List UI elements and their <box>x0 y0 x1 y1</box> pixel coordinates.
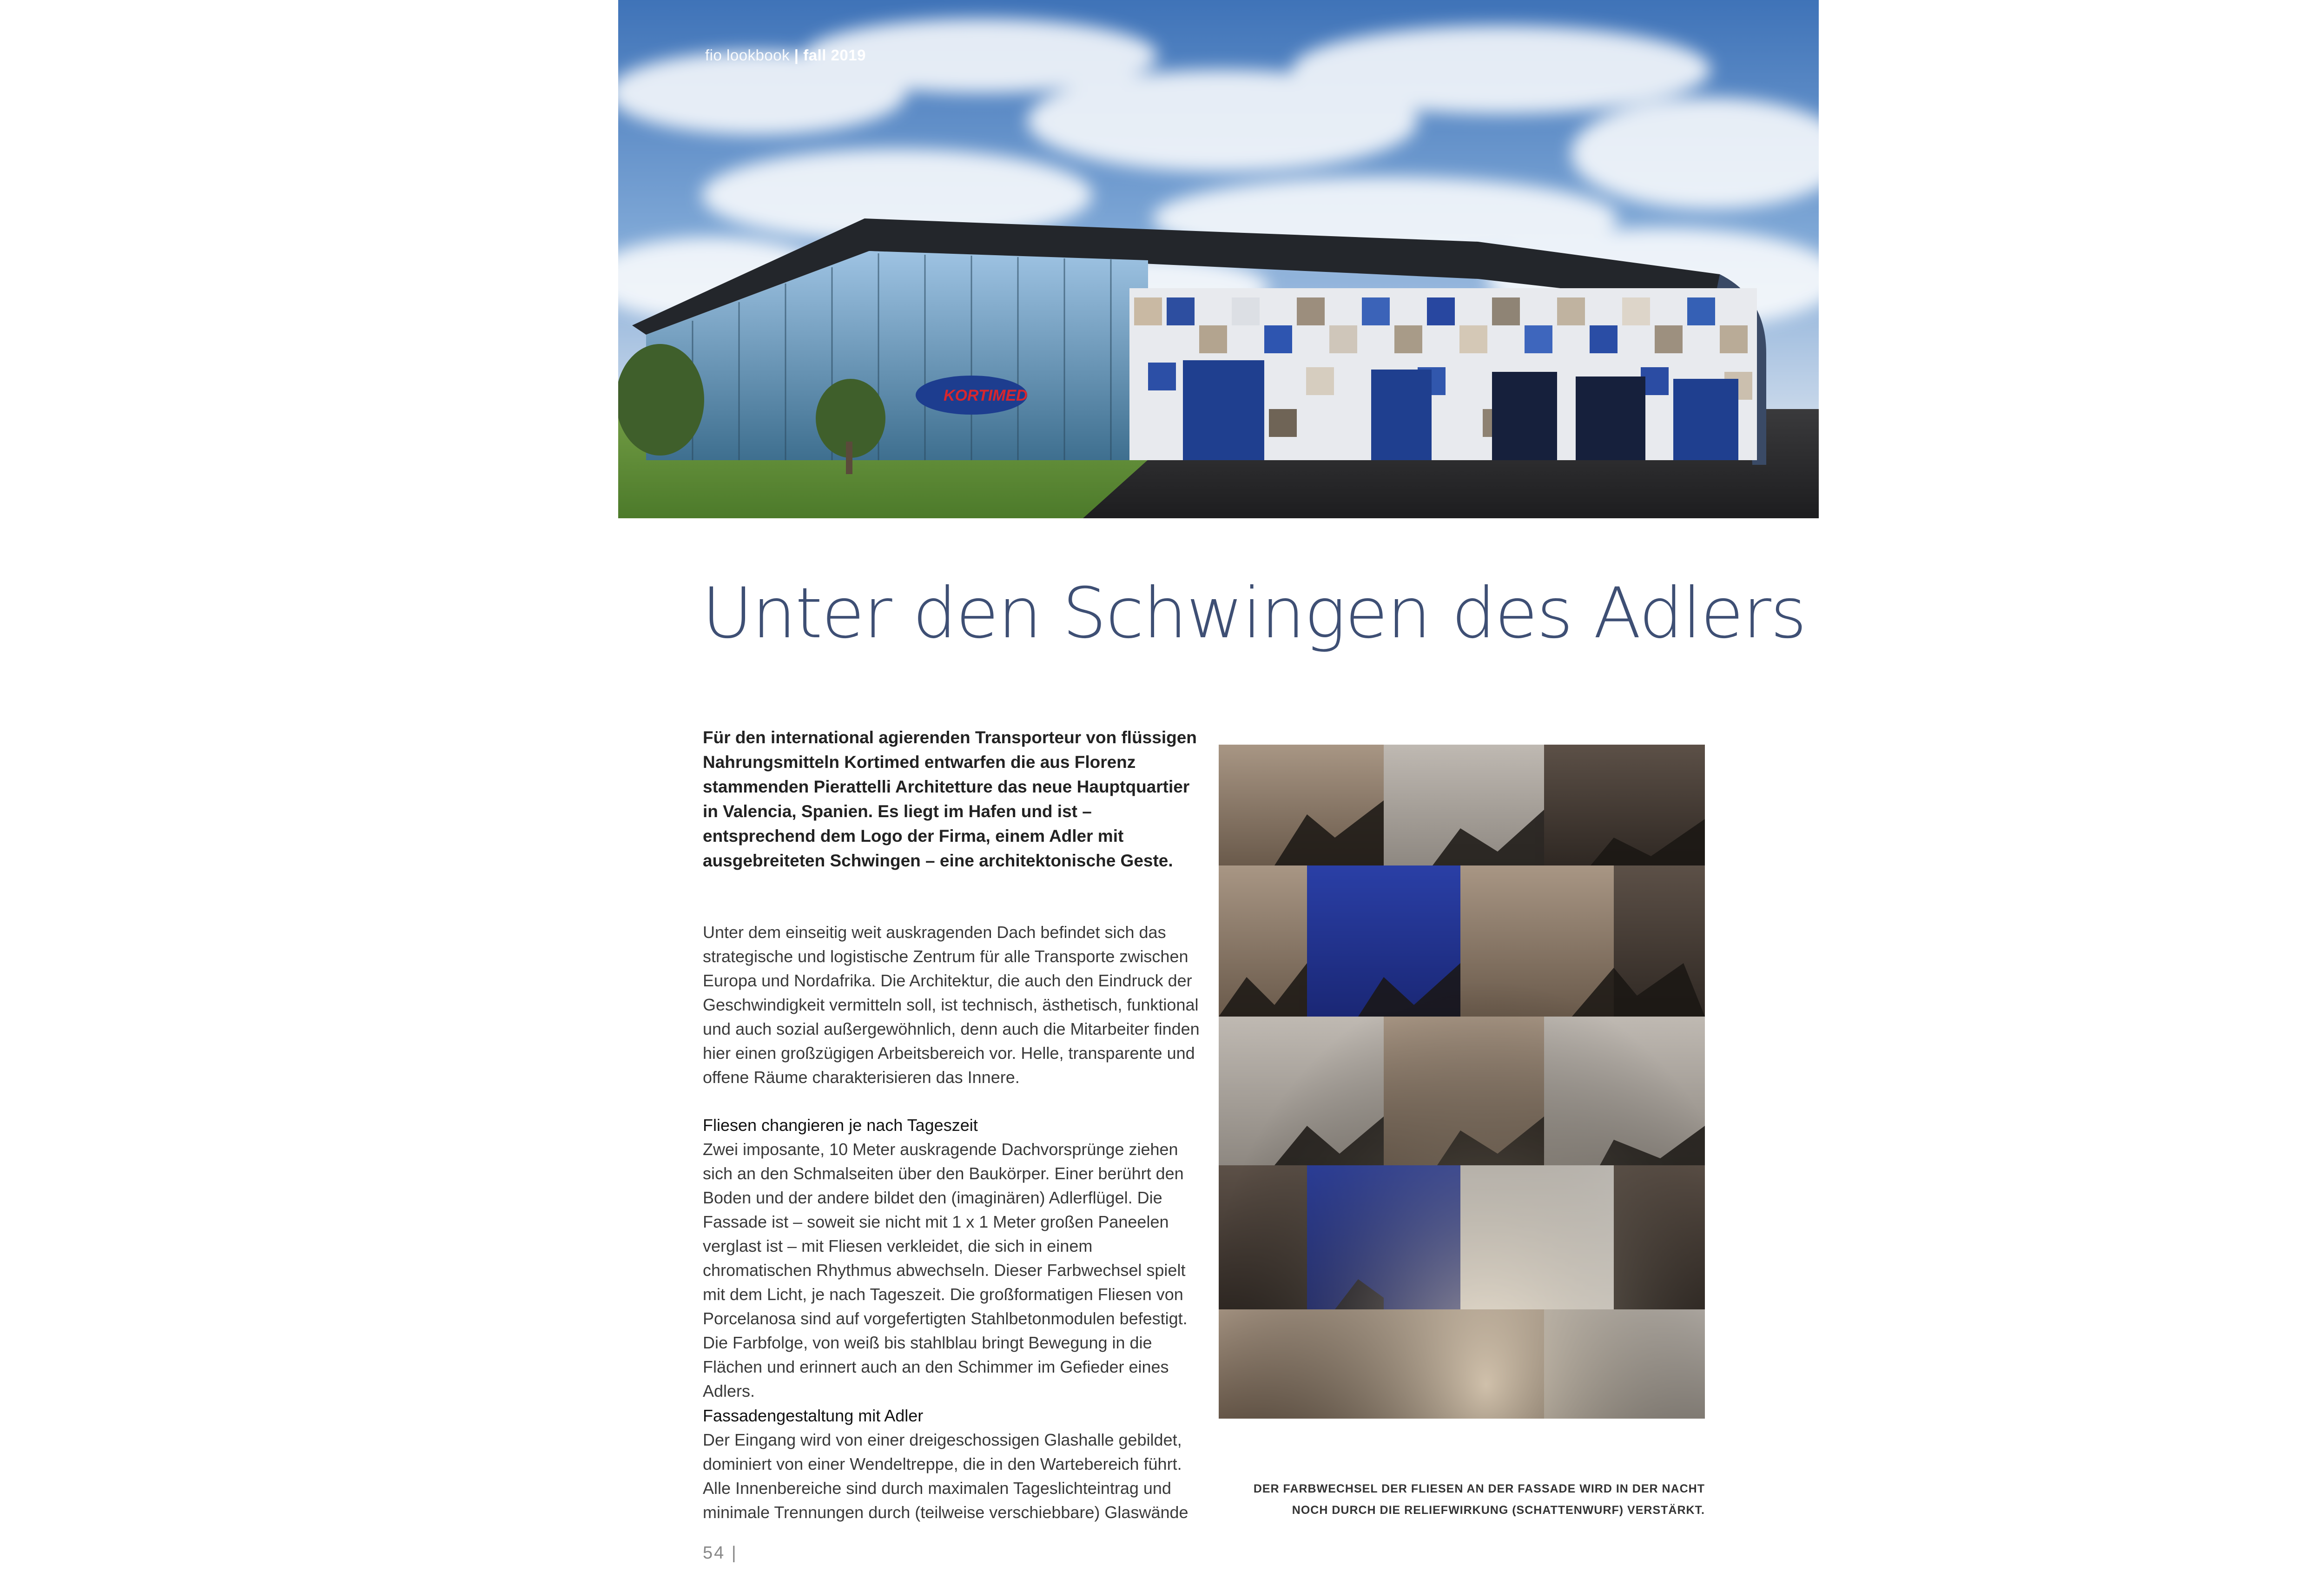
page-number-value: 54 <box>703 1543 726 1563</box>
tile-facade-photo <box>1219 745 1705 1419</box>
issue-label: fall 2019 <box>803 46 866 64</box>
hero-photo <box>618 0 1819 518</box>
kortimed-logo <box>916 376 1028 415</box>
publication-name: fio lookbook <box>705 46 790 64</box>
section-heading: Fassadengestaltung mit Adler <box>703 1406 924 1425</box>
section-heading: Fliesen changieren je nach Tageszeit <box>703 1116 978 1135</box>
lead-paragraph: Für den international agierenden Transporteur von flüssigen Nahrungsmitteln Kortimed entwarfen die aus Florenz stammenden Pierattelli Architetture das neue Hauptquartier in Valencia, Spanien. Es liegt im Hafen und ist – entsprechend dem Logo der Firma, einem Adler mit ausgebreiteten Schwingen – eine architektonische Geste. <box>703 728 1197 870</box>
section-fliesen <box>703 1113 1205 1403</box>
article-title: Unter den Schwingen des Adlers <box>702 573 1806 654</box>
section-fassade <box>703 1404 1205 1525</box>
page-number <box>703 1543 738 1563</box>
tile-night-photo <box>1219 745 1705 1419</box>
building-photo <box>618 0 1819 518</box>
page-header <box>705 46 866 64</box>
body-paragraph: Unter dem einseitig weit auskragenden Dach befindet sich das strategische und logistische Zentrum für alle Transporte zwischen Europa und Nordafrika. Die Architektur, die auch den Eindruck der Geschwindigkeit vermitteln soll, ist technisch, ästhetisch, funktional und auch sozial außergewöhnlich, denn auch die Mitarbeiter finden hier einen großzügigen Arbeitsbereich vor. Helle, transparente und offene Räume charakterisieren das Innere. <box>703 923 1200 1087</box>
photo-caption <box>1219 1478 1705 1521</box>
svg-text:KORTIMED: KORTIMED <box>944 387 1028 404</box>
section-text: Zwei imposante, 10 Meter auskragende Dachvorsprünge ziehen sich an den Schmalseiten über den Baukörper. Einer berührt den Boden und der andere bildet den (imaginären) Adlerflügel. Die Fassade ist – soweit sie nicht mit 1 x 1 Meter großen Paneelen verglast ist – mit Fliesen verkleidet, die sich in einem chromatischen Rhythmus abwechseln. Dieser Farbwechsel spielt mit dem Licht, je nach Tageszeit. Die großformatigen Fliesen von Porcelanosa sind auf vorgefertigten Stahlbetonmodulen befestigt. Die Farbfolge, von weiß bis stahlblau bringt Bewegung in die Flächen und erinnert auch an den Schimmer im Gefieder eines Adlers. <box>703 1140 1188 1400</box>
caption-line-1: DER FARBWECHSEL DER FLIESEN AN DER FASSADE WIRD IN DER NACHT <box>1253 1482 1705 1495</box>
section-text: Der Eingang wird von einer dreigeschossigen Glashalle gebildet, dominiert von einer Wendeltreppe, die in den Wartebereich führt. Alle Innenbereiche sind durch maximalen Tageslichteintrag und minimale Trennungen durch (teilweise verschiebbare) Glaswände <box>703 1430 1188 1522</box>
page-number-separator: | <box>731 1543 738 1563</box>
header-separator: | <box>790 46 804 64</box>
caption-line-2: NOCH DURCH DIE RELIEFWIRKUNG (SCHATTENWURF) VERSTÄRKT. <box>1292 1504 1705 1517</box>
